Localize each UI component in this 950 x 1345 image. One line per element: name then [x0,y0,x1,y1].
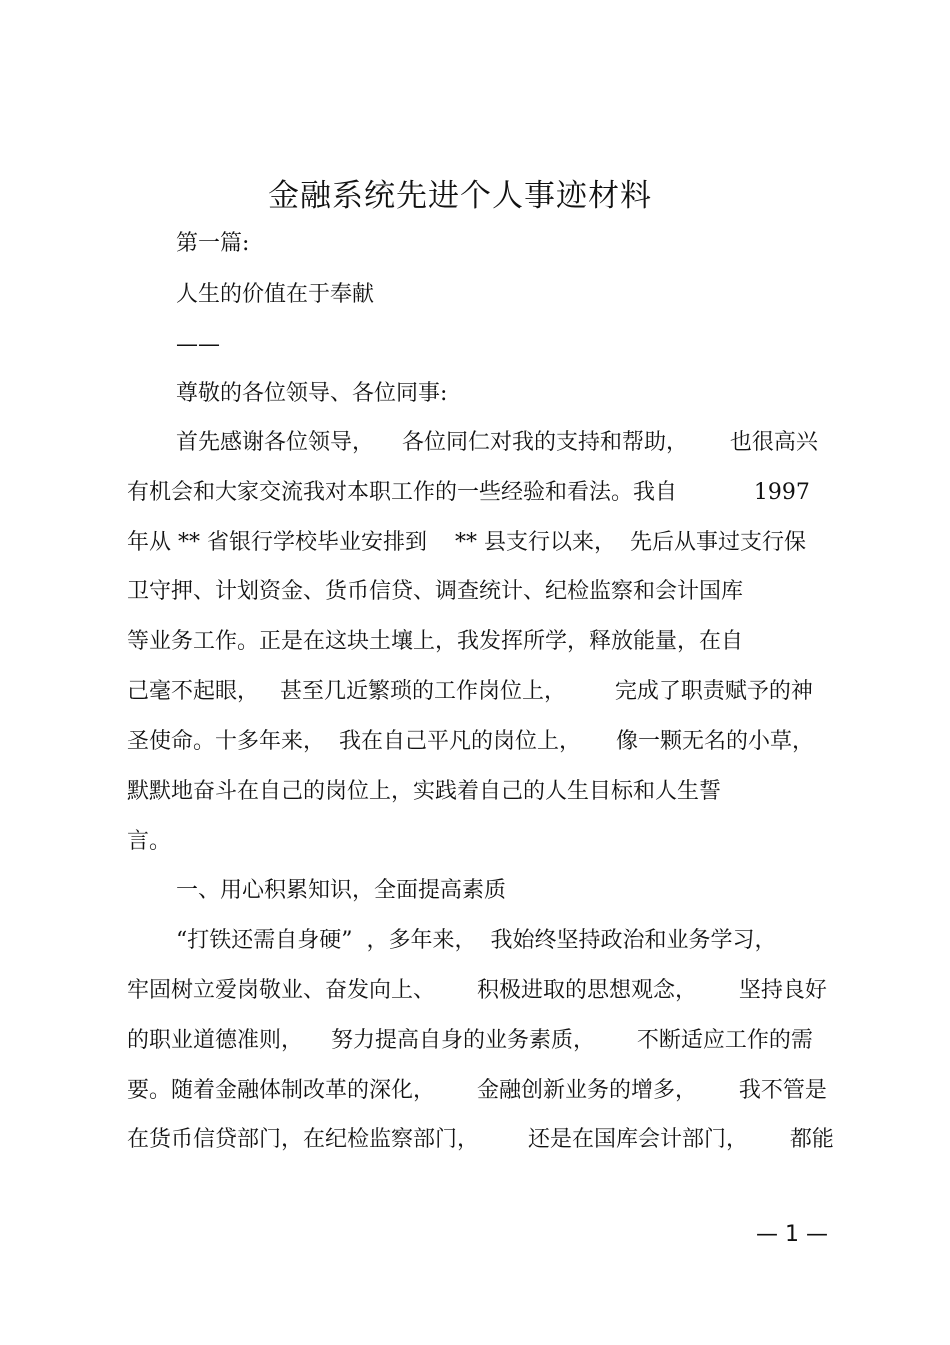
text-line: 尊敬的各位领导、各位同事: [176,381,448,406]
document-title: 金融系统先进个人事迹材料 [268,178,652,214]
text-line: 要。随着金融体制改革的深化， 金融创新业务的增多， 我不管是 [127,1078,827,1103]
text-line: 人生的价值在于奉献 [176,282,375,307]
text-line: 在货币信贷部门，在纪检监察部门， 还是在国库会计部门， 都能 [127,1127,834,1152]
text-line: 己毫不起眼， 甚至几近繁琐的工作岗位上， 完成了职责赋予的神 [127,679,813,704]
text-line: 卫守押、计划资金、货币信贷、调查统计、纪检监察和会计国库 [127,579,744,604]
text-line: 第一篇: [176,231,250,256]
text-line: 首先感谢各位领导， 各位同仁对我的支持和帮助， 也很高兴 [176,430,818,455]
text-line: 圣使命。十多年来， 我在自己平凡的岗位上， 像一颗无名的小草， [127,729,814,754]
text-line: 有机会和大家交流我对本职工作的一些经验和看法。我自 1997 [127,480,810,505]
text-line: 年从 ** 省银行学校毕业安排到 ** 县支行以来， 先后从事过支行保 [127,530,806,555]
text-line: 等业务工作。正是在这块土壤上，我发挥所学，释放能量，在自 [127,629,744,654]
text-line: 言。 [127,829,172,854]
text-line: 的职业道德准则， 努力提高自身的业务素质， 不断适应工作的需 [127,1028,813,1053]
page-number: — 1 — [756,1222,828,1247]
text-line: 牢固树立爱岗敬业、奋发向上、 积极进取的思想观念， 坚持良好 [127,978,827,1003]
text-line: “打铁还需自身硬” ，多年来， 我始终坚持政治和业务学习， [176,928,777,953]
text-line: —— [176,332,220,357]
text-line: 一、用心积累知识，全面提高素质 [176,878,507,903]
text-line: 默默地奋斗在自己的岗位上，实践着自己的人生目标和人生誓 [127,779,722,804]
